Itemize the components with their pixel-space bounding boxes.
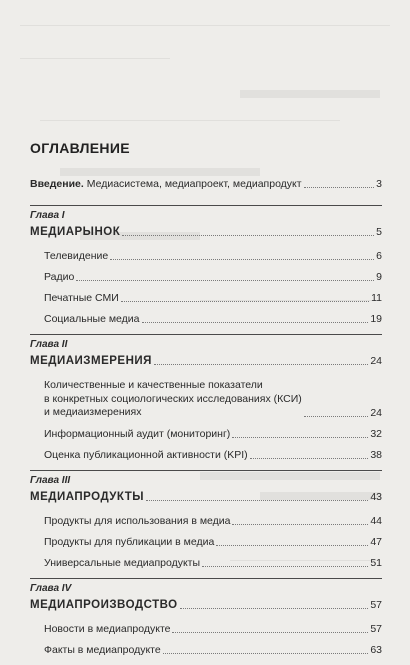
toc-entry[interactable] [30, 379, 382, 420]
toc-entry-introduction[interactable] [30, 178, 382, 191]
chapter-1 [30, 205, 382, 326]
page-number: 38 [370, 448, 382, 461]
toc-entry[interactable]: Информационный аудит (мониторинг) 32 [44, 427, 382, 440]
chapter-label: Глава I [30, 210, 65, 221]
toc-entry[interactable]: Продукты для публикации в медиа 47 [44, 535, 382, 548]
chapter-heading[interactable]: МЕДИАПРОДУКТЫ 43 [30, 490, 382, 503]
leader-dots [180, 608, 369, 609]
entry-line: и медиаизмерениях [44, 406, 142, 418]
toc-entry[interactable]: Новости в медиапродукте 57 [44, 622, 382, 635]
page-number: 47 [370, 535, 382, 548]
chapter-label: Глава II [30, 339, 68, 350]
leader-dots [202, 566, 368, 567]
page-number: 11 [371, 292, 382, 304]
leader-dots [163, 653, 369, 654]
leader-dots [304, 416, 369, 417]
chapter-heading[interactable]: МЕДИАИЗМЕРЕНИЯ 24 [30, 355, 382, 367]
leader-dots [110, 259, 374, 260]
chapter-heading[interactable]: МЕДИАПРОИЗВОДСТВО 57 [30, 598, 382, 611]
leader-dots [122, 235, 374, 236]
chapter-3 [30, 470, 382, 570]
table-of-contents [30, 140, 382, 665]
toc-entry[interactable]: Печатные СМИ 11 [44, 292, 382, 304]
toc-entry[interactable]: Факты в медиапродукте 63 [44, 643, 382, 656]
toc-entry[interactable]: Радио 9 [44, 271, 382, 283]
toc-entry[interactable]: Телевидение 6 [44, 250, 382, 262]
leader-dots [76, 280, 374, 281]
page-number: 63 [370, 643, 382, 656]
leader-dots [142, 322, 369, 323]
chapter-2 [30, 334, 382, 462]
intro-title: Медиасистема, медиапроект, медиапродукт [83, 178, 302, 190]
page-number: 44 [370, 514, 382, 527]
toc-entry[interactable]: Продукты для использования в медиа 44 [44, 514, 382, 527]
page-number: 43 [370, 490, 382, 503]
page-number: 5 [376, 226, 382, 238]
chapter-heading[interactable]: МЕДИАРЫНОК 5 [30, 226, 382, 238]
chapter-label: Глава IV [30, 582, 72, 594]
leader-dots [250, 458, 369, 459]
page-number: 57 [370, 598, 382, 611]
entry-line: Количественные и качественные показатели [44, 379, 263, 391]
leader-dots [154, 364, 368, 365]
page-number: 24 [370, 406, 382, 419]
leader-dots [172, 632, 368, 633]
entry-line: в конкретных социологических исследованиях (КСИ) [44, 392, 302, 405]
page-number: 57 [370, 622, 382, 635]
toc-entry[interactable]: Оценка публикационной активности (KPI) 38 [44, 448, 382, 461]
toc-entry[interactable]: Универсальные медиапродукты 51 [44, 556, 382, 569]
leader-dots [146, 500, 368, 501]
page-number: 19 [370, 313, 382, 325]
page-number: 24 [370, 355, 382, 367]
page-number: 6 [376, 250, 382, 262]
intro-lead: Введение. [30, 178, 84, 190]
page-number: 9 [376, 271, 382, 283]
page-number: 3 [376, 178, 382, 190]
leader-dots [216, 545, 368, 546]
leader-dots [232, 437, 368, 438]
leader-dots [304, 187, 375, 188]
page-title: ОГЛАВЛЕНИЕ [30, 140, 130, 156]
toc-entry[interactable]: Социальные медиа 19 [44, 313, 382, 325]
page-number: 51 [370, 556, 382, 569]
leader-dots [121, 301, 369, 302]
page-number: 32 [370, 427, 382, 440]
leader-dots [232, 524, 368, 525]
chapter-label: Глава III [30, 474, 71, 486]
